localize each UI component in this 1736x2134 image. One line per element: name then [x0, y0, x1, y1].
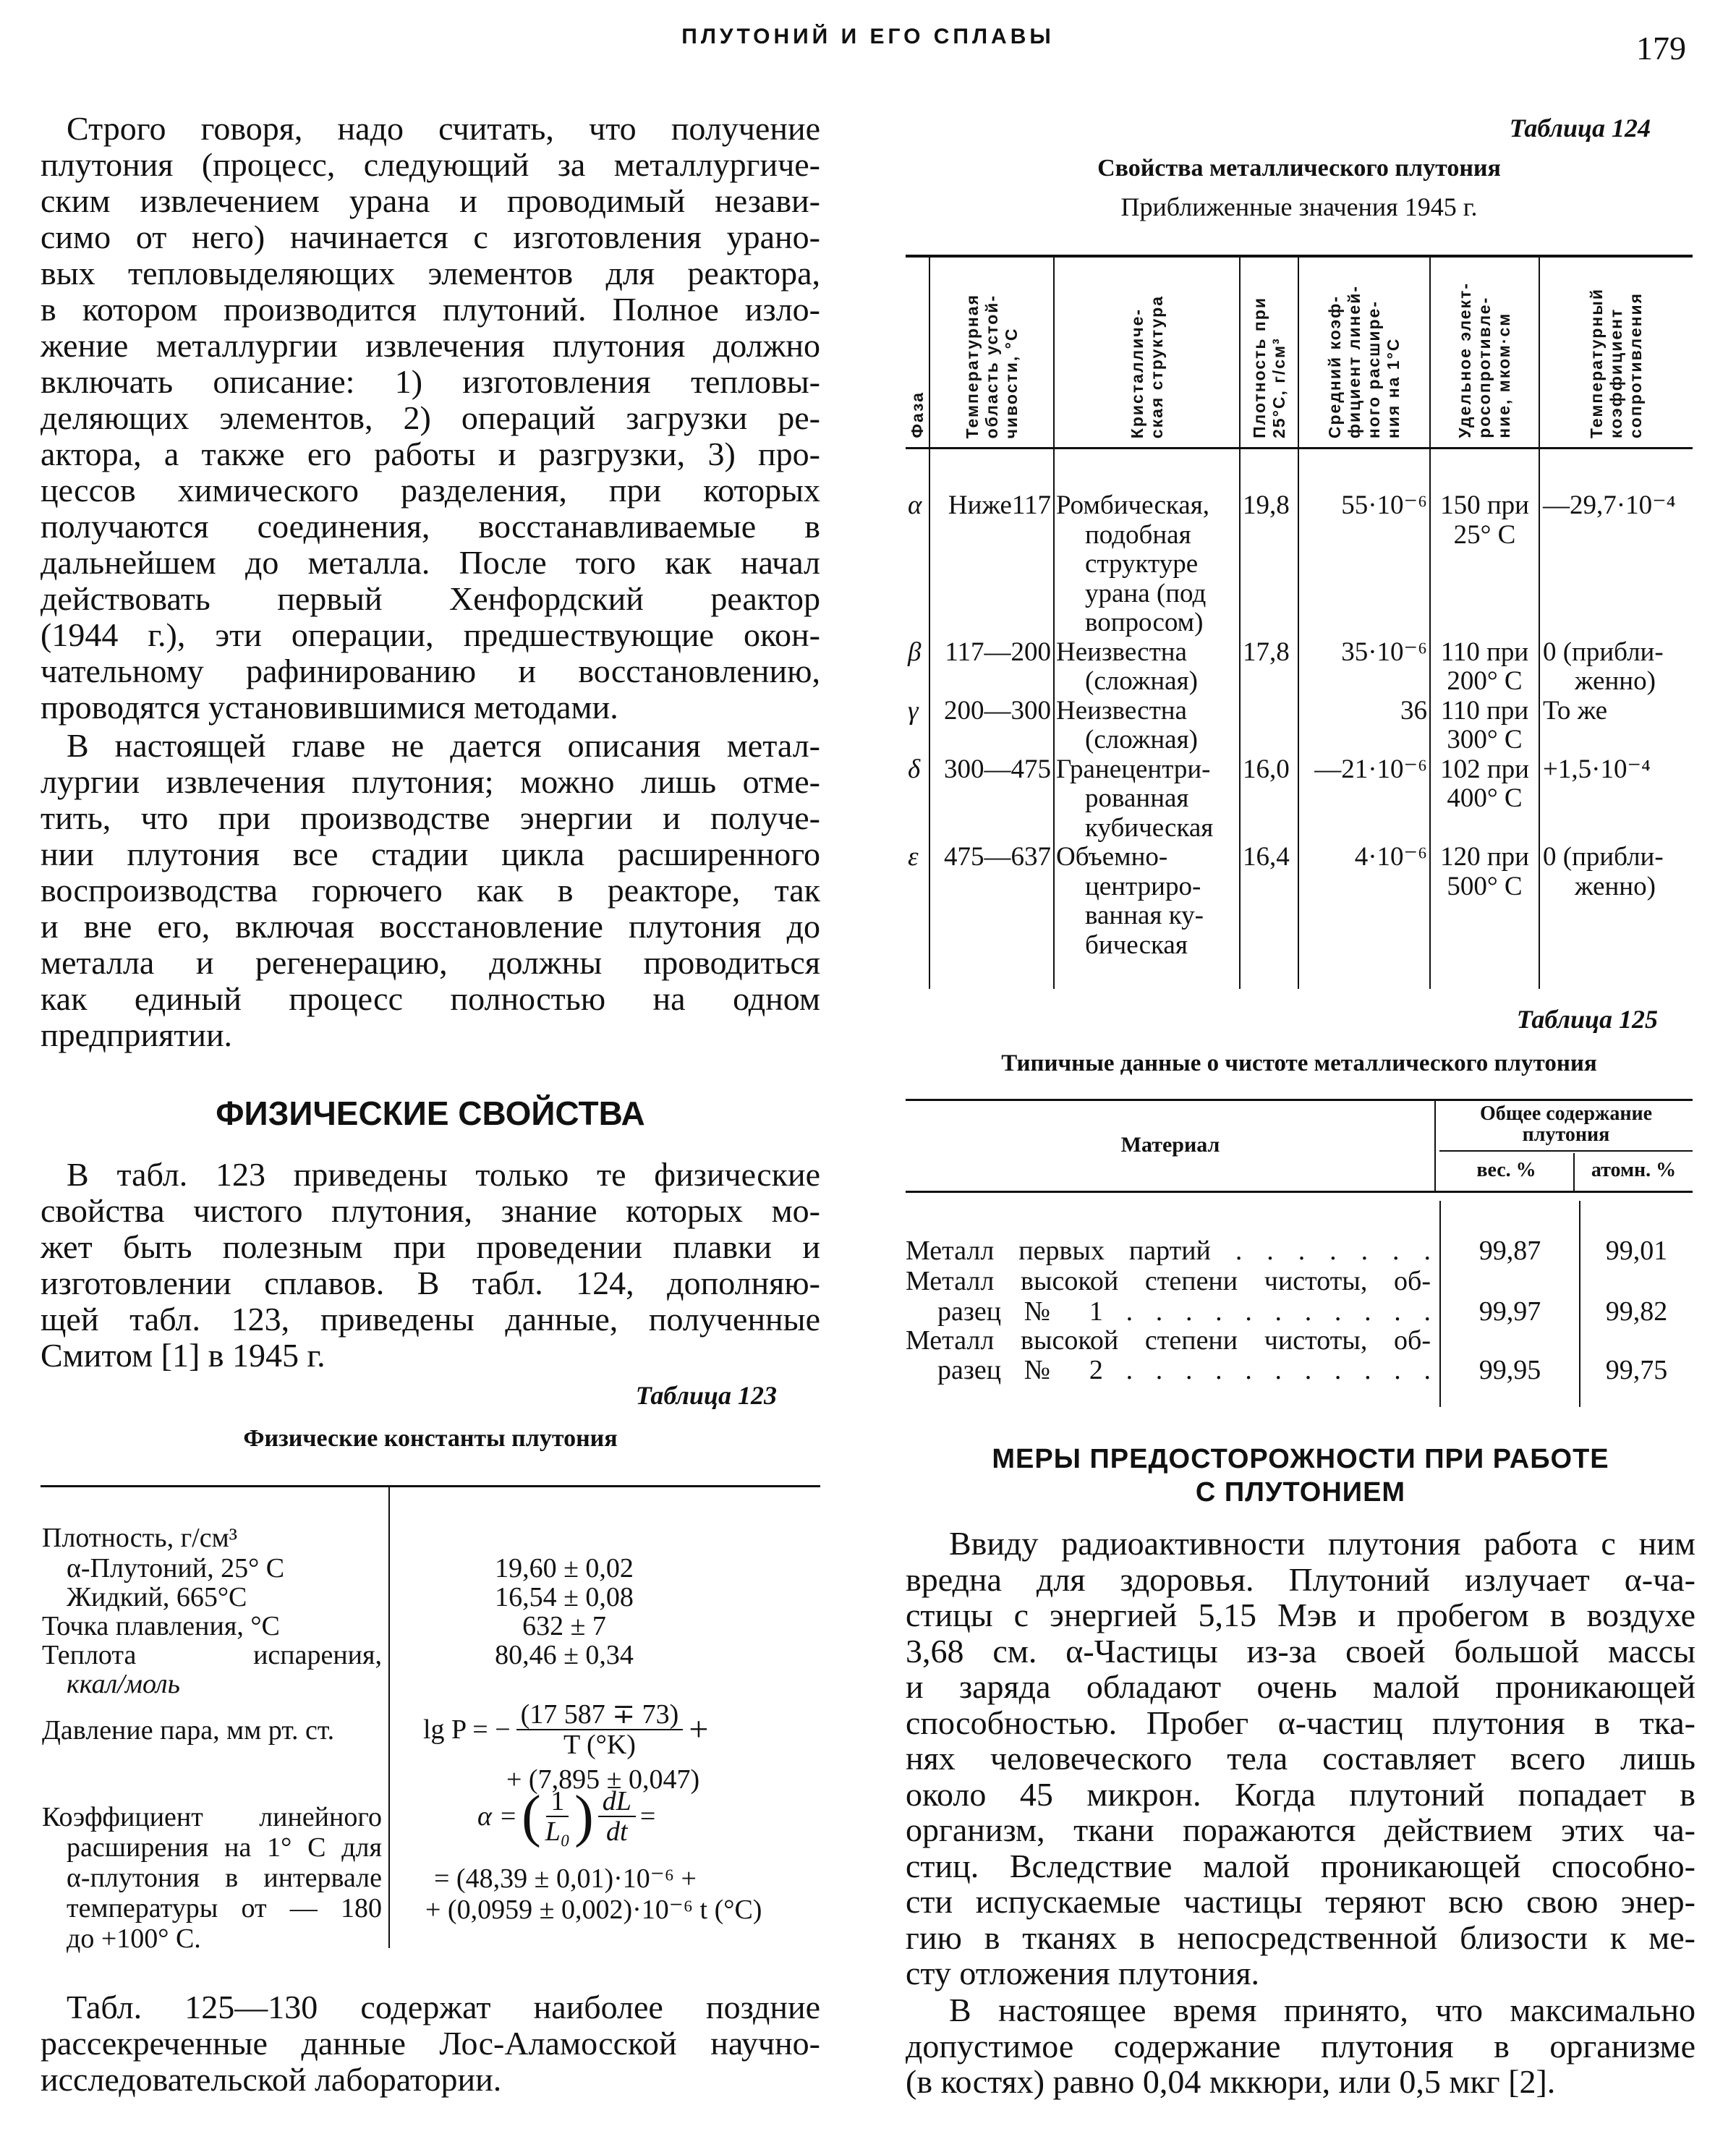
- paragraph-closing: [41, 1989, 820, 2098]
- fraction-numerator: (17 587 ∓ 73): [516, 1700, 684, 1730]
- table-125-title: Типичные данные о чистоте металлического плутония: [1001, 1050, 1597, 1076]
- text-line: плутония (процесс, следующий за металлургиче-: [41, 146, 820, 183]
- header-weight-percent: вес. %: [1476, 1159, 1536, 1181]
- expansion-formula: [477, 1787, 655, 1846]
- cell-stability-range: 117—200: [929, 638, 1054, 697]
- cell-crystal-structure: Объемно- центриро- ванная ку- бическая: [1054, 843, 1240, 989]
- text-line: и заряда обладают очень малой проникающей: [906, 1668, 1695, 1705]
- cell-expansion-coefficient: 35·10⁻⁶: [1298, 638, 1430, 697]
- cell-resistance-temp-coefficient: +1,5·10⁻⁴: [1539, 755, 1693, 843]
- cell-stability-range: 300—475: [929, 755, 1054, 843]
- table-125-subheader-rule: [1439, 1150, 1693, 1152]
- heading-line: С ПЛУТОНИЕМ: [1195, 1477, 1406, 1508]
- atomic-percent-value: 99,75: [1605, 1355, 1668, 1385]
- text-line: ским извлечением урана и проводимый незави-: [41, 182, 820, 219]
- text-line: стиц. Вследствие малой проникающей способно-: [906, 1847, 1695, 1884]
- text-line: сти испускаемые частицы теряют всю свою энер-: [906, 1883, 1695, 1920]
- text-line: тить, что при производстве энергии и получе-: [41, 799, 820, 836]
- paragraph-tables-intro: [41, 1157, 820, 1374]
- left-paren: (: [522, 1785, 541, 1848]
- expansion-formula-line2: = (48,39 ± 0,01)·10⁻⁶ +: [434, 1863, 697, 1894]
- heat-of-vaporization-value: 80,46 ± 0,34: [495, 1640, 634, 1670]
- column-header-label: Фаза: [907, 391, 927, 438]
- right-paren: ): [574, 1785, 594, 1848]
- column-header-label: Кристалличе- ская структура: [1127, 294, 1166, 438]
- header-atomic-percent: атомн. %: [1591, 1159, 1677, 1181]
- cell-density: [1240, 697, 1298, 755]
- text-line: металла и регенерацию, должны проводиться: [41, 944, 820, 981]
- expansion-label-line: до +100° C.: [67, 1923, 201, 1954]
- cell-resistance-temp-coefficient: То же: [1539, 697, 1693, 755]
- column-header-label: Удельное элект- росопротивле- ние, мком·см: [1455, 282, 1513, 438]
- cell-crystal-structure: Гранецентри- рованная кубическая: [1054, 755, 1240, 843]
- text-line: чательному рафинированию и восстановлению,: [41, 652, 820, 689]
- cell-phase: δ: [908, 754, 921, 784]
- paragraph-radioactivity: [906, 1526, 1695, 1991]
- cell-crystal-structure: Неизвестна (сложная): [1054, 638, 1240, 697]
- cell-density: 19,8: [1240, 449, 1298, 638]
- text-line: допустимое содержание плутония в организме: [906, 2027, 1695, 2065]
- expansion-label-line: температуры от — 180: [67, 1893, 382, 1923]
- fraction-denominator: T (°K): [563, 1730, 636, 1760]
- formula-plus: +: [689, 1710, 709, 1748]
- text-line: Табл. 125—130 содержат наиболее поздние: [67, 1989, 820, 2025]
- table-124-caption: Таблица 124: [1509, 114, 1651, 143]
- weight-percent-value: 99,87: [1478, 1236, 1541, 1266]
- column-header-phase: [906, 256, 929, 449]
- cell-resistivity: 110 при 200° C: [1430, 638, 1539, 697]
- text-line: симо от него) начинается с изготовления урано-: [41, 218, 820, 255]
- cell-phase: β: [908, 637, 922, 667]
- cell-expansion-coefficient: 36: [1298, 697, 1430, 755]
- table-body: [906, 449, 1693, 990]
- cell-resistivity: 150 при 25° C: [1430, 449, 1539, 638]
- vapor-pressure-label: Давление пара, мм рт. ст.: [42, 1715, 335, 1746]
- text-line: вредна для здоровья. Плутоний излучает α-ча-: [906, 1560, 1695, 1598]
- cell-resistivity: 120 при 500° C: [1430, 843, 1539, 989]
- paragraph-scope: [41, 728, 820, 1053]
- table-row: [906, 638, 1693, 697]
- column-header-stability-range: [929, 256, 1054, 449]
- cell-expansion-coefficient: 55·10⁻⁶: [1298, 449, 1430, 638]
- running-head: ПЛУТОНИЙ И ЕГО СПЛАВЫ: [681, 25, 1055, 48]
- formula-fraction: [545, 1787, 570, 1846]
- column-header-expansion-coefficient: [1298, 256, 1430, 449]
- alpha-density-label: α-Плутоний, 25° C: [67, 1553, 285, 1584]
- table-123-column-divider: [388, 1485, 390, 1948]
- header-group-line: плутония: [1522, 1123, 1610, 1146]
- cell-phase: ε: [908, 842, 919, 872]
- text-line: и вне его, включая восстановление плутония до: [41, 908, 820, 945]
- text-line: актора, а также его работы и разгрузки, 3) про-: [41, 435, 820, 472]
- liquid-density-value: 16,54 ± 0,08: [495, 1582, 634, 1612]
- text-line: исследовательской лаборатории.: [41, 2061, 502, 2098]
- liquid-density-label: Жидкий, 665°C: [67, 1582, 247, 1612]
- text-line: Строго говоря, надо считать, что получение: [67, 110, 820, 147]
- text-line: включать описание: 1) изготовления тепловы-: [41, 363, 820, 400]
- text-line: (1944 г.), эти операции, предшествующие окон-: [41, 616, 820, 653]
- formula-fraction: [516, 1700, 684, 1759]
- cell-crystal-structure: Неизвестна (сложная): [1054, 697, 1240, 755]
- column-header-label: Температурная область устой- чивости, °С: [962, 293, 1021, 438]
- formula-fraction: [598, 1787, 636, 1846]
- material-label: Металл высокой степени чистоты, об-: [906, 1325, 1431, 1356]
- weight-percent-value: 99,95: [1478, 1355, 1541, 1385]
- text-line: гию в тканях в непосредственной близости к ме-: [906, 1918, 1695, 1956]
- page-number: 179: [1636, 30, 1686, 67]
- text-line: около 45 микрон. Когда плутоний попадает в: [906, 1775, 1695, 1813]
- column-header-label: Температурный коэффициент сопротивления: [1587, 288, 1645, 438]
- text-line: организм, ткани поражаются действием этих ча-: [906, 1811, 1695, 1848]
- cell-expansion-coefficient: 4·10⁻⁶: [1298, 843, 1430, 989]
- formula-equals: =: [639, 1801, 656, 1832]
- column-header-label: Средний коэф- фициент линей- ного расшире- ния на 1°С: [1325, 284, 1403, 438]
- text-line: действовать первый Хенфордский реактор: [41, 580, 820, 617]
- header-material: Материал: [1120, 1133, 1220, 1157]
- vapor-pressure-formula-line2: + (7,895 ± 0,047): [506, 1764, 700, 1795]
- cell-resistivity: 102 при 400° C: [1430, 755, 1539, 843]
- text-line: В настоящей главе не дается описания метал-: [67, 727, 820, 764]
- fraction-denominator: dt: [606, 1816, 628, 1847]
- text-line: в котором производится плутоний. Полное изло-: [41, 291, 820, 328]
- text-line: Смитом [1] в 1945 г.: [41, 1337, 326, 1374]
- section-heading-physical-properties: ФИЗИЧЕСКИЕ СВОЙСТВА: [216, 1094, 645, 1132]
- text-line: щей табл. 123, приведены данные, полученные: [41, 1301, 820, 1338]
- table-124-title: Свойства металлического плутония: [1097, 155, 1501, 182]
- text-line: сту отложения плутония.: [906, 1955, 1260, 1991]
- text-line: лургии извлечения плутония; можно лишь отме-: [41, 763, 820, 800]
- cell-resistivity: 110 при 300° C: [1430, 697, 1539, 755]
- text-line: проводятся установившимися методами.: [41, 689, 618, 726]
- text-line: В настоящее время принято, что максимально: [949, 1991, 1695, 2028]
- cell-resistance-temp-coefficient: 0 (прибли- женно): [1539, 843, 1693, 989]
- cell-crystal-structure: Ромбическая, подобная структуре урана (под вопросом): [1054, 449, 1240, 638]
- heat-of-vaporization-unit: ккал/моль: [67, 1669, 180, 1699]
- text-line: В табл. 123 приведены только те физические: [67, 1156, 820, 1193]
- column-header-density: [1240, 256, 1298, 449]
- column-header-resistivity: [1430, 256, 1539, 449]
- cell-stability-range: 200—300: [929, 697, 1054, 755]
- melting-point-value: 632 ± 7: [522, 1611, 606, 1641]
- atomic-percent-value: 99,01: [1605, 1236, 1668, 1266]
- cell-stability-range: 475—637: [929, 843, 1054, 989]
- text-line: как единый процесс полностью на одном: [41, 980, 820, 1017]
- table-row: [906, 755, 1693, 843]
- column-header-resistance-temp-coefficient: [1539, 256, 1693, 449]
- paragraph-intro: [41, 111, 820, 726]
- text-line: 3,68 см. α-Частицы из-за своей большой массы: [906, 1632, 1695, 1670]
- cell-resistance-temp-coefficient: 0 (прибли- женно): [1539, 638, 1693, 697]
- cell-phase: γ: [908, 695, 919, 726]
- text-line: рассекреченные данные Лос-Аламосской научно-: [41, 2025, 820, 2062]
- text-line: получаются соединения, восстанавливаемые в: [41, 508, 820, 545]
- text-line: жение металлургии извлечения плутония должно: [41, 327, 820, 364]
- alpha-density-value: 19,60 ± 0,02: [495, 1553, 634, 1584]
- paragraph-permissible-dose: [906, 1992, 1695, 2100]
- cell-phase: α: [908, 490, 922, 520]
- weight-percent-value: 99,97: [1478, 1296, 1541, 1327]
- atomic-percent-value: 99,82: [1605, 1296, 1668, 1327]
- formula-lhs: lg P = −: [423, 1714, 511, 1745]
- text-line: Ввиду радиоактивности плутония работа с ним: [949, 1525, 1695, 1562]
- expansion-formula-line3: + (0,0959 ± 0,002)·10⁻⁶ t (°C): [425, 1895, 762, 1925]
- fraction-numerator: dL: [598, 1787, 636, 1817]
- text-line: цессов химического разделения, при которых: [41, 472, 820, 509]
- cell-density: 16,4: [1240, 843, 1298, 989]
- fraction-denominator: L₀: [545, 1816, 571, 1847]
- table-header-row: [906, 256, 1693, 449]
- expansion-label-line: α-плутония в интервале: [67, 1863, 382, 1893]
- text-line: нях человеческого тела составляет всего лишь: [906, 1740, 1695, 1777]
- heat-of-vaporization-label: Теплота испарения,: [42, 1640, 382, 1670]
- melting-point-label: Точка плавления, °C: [42, 1611, 280, 1641]
- cell-expansion-coefficient: —21·10⁻⁶: [1298, 755, 1430, 843]
- text-line: изготовлении сплавов. В табл. 124, дополняю-: [41, 1264, 820, 1301]
- column-header-label: Плотность при 25°С, г/см³: [1249, 297, 1288, 438]
- table-123-top-rule: [41, 1485, 820, 1487]
- text-line: (в костях) равно 0,04 мккюри, или 0,5 мкг [2].: [906, 2063, 1556, 2100]
- table-row: [906, 843, 1693, 989]
- material-label: разец № 2 . . . . . . . . . . .: [937, 1355, 1431, 1385]
- cell-stability-range: Ниже117: [929, 449, 1054, 638]
- cell-density: 16,0: [1240, 755, 1298, 843]
- expansion-label-line: расширения на 1° C для: [67, 1832, 382, 1863]
- text-line: способностью. Пробег α-частиц плутония в тка-: [906, 1704, 1695, 1741]
- text-line: вых тепловыделяющих элементов для реактора,: [41, 255, 820, 292]
- table-row: [906, 697, 1693, 755]
- table-row: [906, 449, 1693, 638]
- vapor-pressure-formula: [423, 1700, 708, 1759]
- text-line: нии плутония все стадии цикла расширенного: [41, 836, 820, 872]
- cell-resistance-temp-coefficient: —29,7·10⁻⁴: [1539, 449, 1693, 638]
- table-124-subtitle: Приближенные значения 1945 г.: [1120, 192, 1478, 221]
- text-line: предприятии.: [41, 1016, 233, 1053]
- material-label: разец № 1 . . . . . . . . . . .: [937, 1296, 1431, 1327]
- table-123-title: Физические константы плутония: [243, 1425, 618, 1452]
- table-125-caption: Таблица 125: [1516, 1005, 1658, 1034]
- text-line: воспроизводства горючего как в реакторе, так: [41, 872, 820, 909]
- material-label: Металл первых партий . . . . . . .: [906, 1236, 1431, 1266]
- text-line: дальнейшем до металла. После того как начал: [41, 544, 820, 581]
- table-125-header-bottom-rule: [906, 1191, 1693, 1193]
- text-line: свойства чистого плутония, знание которых мо-: [41, 1192, 820, 1229]
- section-heading-safety: [906, 1442, 1695, 1509]
- text-line: стицы с энергией 5,15 Мэв и пробегом в воздухе: [906, 1597, 1695, 1633]
- expansion-label-line: Коэффициент линейного: [42, 1802, 382, 1832]
- table-125-top-rule: [906, 1099, 1693, 1101]
- cell-density: 17,8: [1240, 638, 1298, 697]
- text-line: деляющих элементов, 2) операций загрузки ре-: [41, 399, 820, 436]
- header-group-line: Общее содержание: [1479, 1102, 1653, 1125]
- density-label: Плотность, г/см³: [42, 1523, 238, 1553]
- column-header-crystal-structure: [1054, 256, 1240, 449]
- table-124: [906, 255, 1693, 989]
- text-line: жет быть полезным при проведении плавки и: [41, 1228, 820, 1265]
- heading-line: МЕРЫ ПРЕДОСТОРОЖНОСТИ ПРИ РАБОТЕ: [992, 1444, 1609, 1474]
- material-label: Металл высокой степени чистоты, об-: [906, 1266, 1431, 1296]
- fraction-numerator: 1: [546, 1787, 569, 1817]
- table-123-caption: Таблица 123: [635, 1381, 777, 1410]
- table-125-header-divider: [1434, 1099, 1436, 1191]
- formula-lhs: α =: [477, 1801, 518, 1832]
